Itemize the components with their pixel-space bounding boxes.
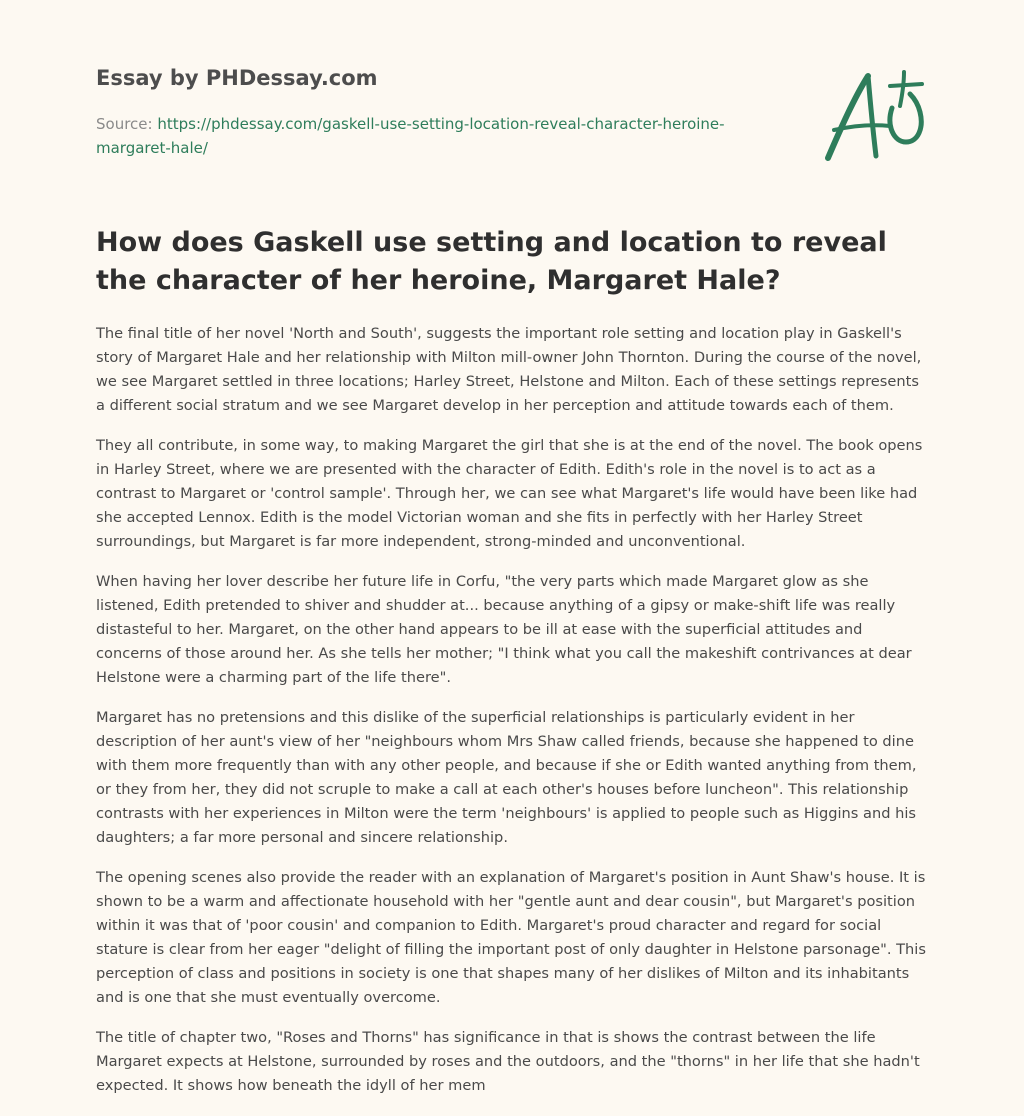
essay-body bbox=[96, 322, 928, 1114]
page-header bbox=[96, 62, 796, 160]
essay-title: How does Gaskell use setting and location to reveal the character of her heroine, Margaret Hale? bbox=[96, 227, 887, 296]
paragraph: The opening scenes also provide the reader with an explanation of Margaret's position in Aunt Shaw's house. It is shown to be a warm and affectionate household with her "gentle aunt and dear cousin", but Margaret's position within it was that of 'poor cousin' and companion to Edith. Margaret's proud character and regard for social stature is clear from her eager "delight of filling the important post of only daughter in Helstone parsonage". This perception of class and positions in society is one that shapes many of her dislikes of Milton and its inhabitants and is one that she must eventually overcome. bbox=[96, 869, 926, 1006]
a-plus-logo-icon bbox=[820, 68, 932, 168]
paragraph: The final title of her novel 'North and South', suggests the important role setting and location play in Gaskell's story of Margaret Hale and her relationship with Milton mill-owner John Thornton. During the course of the novel, we see Margaret settled in three locations; Harley Street, Helstone and Milton. Each of these settings represents a different social stratum and we see Margaret develop in her perception and attitude towards each of them. bbox=[96, 325, 922, 414]
paragraph: Margaret has no pretensions and this dislike of the superficial relationships is particularly evident in her description of her aunt's view of her "neighbours whom Mrs Shaw called friends, because she happened to dine with them more frequently than with any other people, and because if she or Edith wanted anything from them, or they from her, they did not scruple to make a call at each other's houses before luncheon". This relationship contrasts with her experiences in Milton were the term 'neighbours' is applied to people such as Higgins and his daughters; a far more personal and sincere relationship. bbox=[96, 709, 917, 846]
paragraph: The title of chapter two, "Roses and Thorns" has significance in that is shows the contrast between the life Margaret expects at Helstone, surrounded by roses and the outdoors, and the "thorns" in her life that she hadn't expected. It shows how beneath the idyll of her mem bbox=[96, 1029, 920, 1094]
source-line bbox=[96, 112, 796, 160]
source-label: Source: bbox=[96, 115, 158, 133]
source-link[interactable]: https://phdessay.com/gaskell-use-setting-location-reveal-character-heroine-margaret-hale/ bbox=[96, 115, 725, 157]
paragraph: They all contribute, in some way, to making Margaret the girl that she is at the end of the novel. The book opens in Harley Street, where we are presented with the character of Edith. Edith's role in the novel is to act as a contrast to Margaret or 'control sample'. Through her, we can see what Margaret's life would have been like had she accepted Lennox. Edith is the model Victorian woman and she fits in perfectly with her Harley Street surroundings, but Margaret is far more independent, strong-minded and unconventional. bbox=[96, 437, 923, 550]
site-brand: Essay by PHDessay.com bbox=[96, 66, 378, 90]
paragraph: When having her lover describe her future life in Corfu, "the very parts which made Margaret glow as she listened, Edith pretended to shiver and shudder at... because anything of a gipsy or make-shift life was really distasteful to her. Margaret, on the other hand appears to be ill at ease with the superficial attitudes and concerns of those around her. As she tells her mother; "I think what you call the makeshift contrivances at dear Helstone were a charming part of the life there". bbox=[96, 573, 912, 686]
